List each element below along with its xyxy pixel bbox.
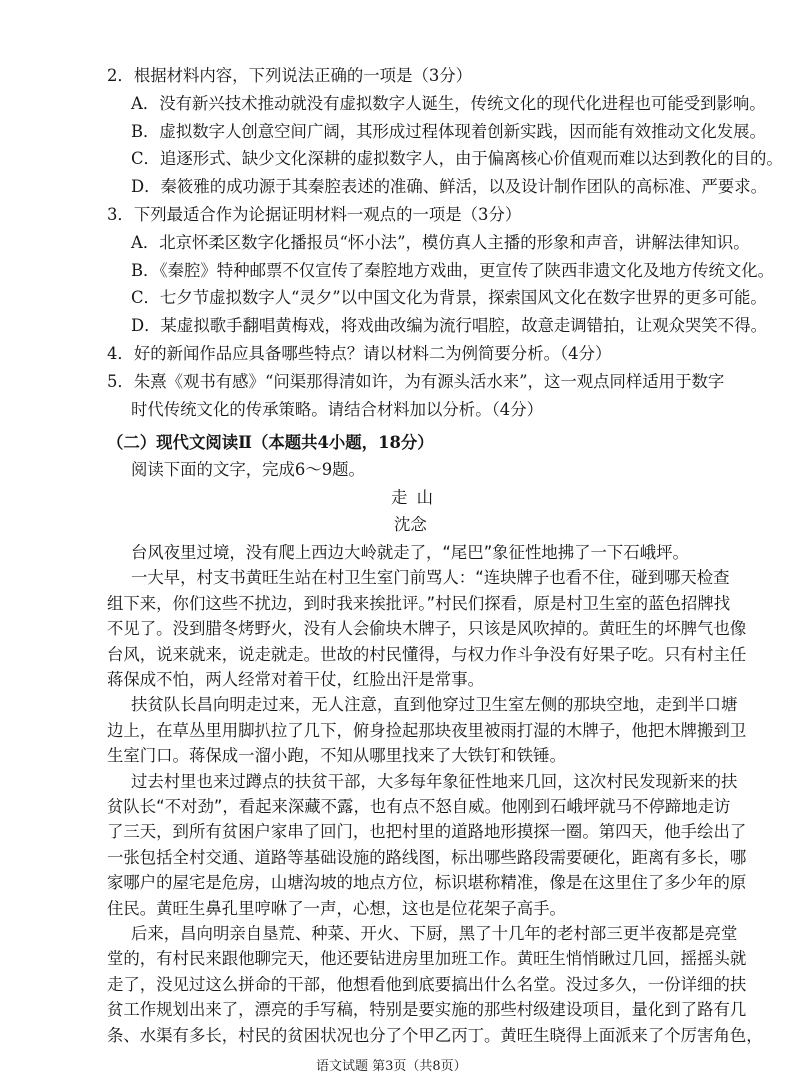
article-line: 一大早，村支书黄旺生站在村卫生室门前骂人：“连块牌子也看不住，碰到哪天检查 [131,568,730,587]
question-3-stem: 3．下列最适合作为论据证明材料一观点的一项是（3分） [107,205,522,224]
article-line: 边上，在草丛里用脚扒拉了几下，俯身捡起那块夜里被雨打湿的木牌子，他把木牌搬到卫 [107,721,747,740]
question-3-option-d: D．某虚拟歌手翻唱黄梅戏，将戏曲改编为流行唱腔，故意走调错拍，让观众哭笑不得。 [131,316,767,335]
section-heading: （二）现代文阅读Ⅱ（本题共4小题，18分） [107,433,434,452]
article-line: 贫工作规划出来了，漂亮的手写稿，特别是要实施的那些村级建设项目，量化到了路有几 [107,1000,747,1019]
page-footer: 语文试题 第3页（共8页） [316,1059,467,1074]
question-5-line-2: 时代传统文化的传承策略。请结合材料加以分析。（4分） [131,400,543,419]
article-line: 生室门口。蒋保成一溜小跑，不知从哪里找来了大铁钉和铁锤。 [107,746,566,765]
article-line: 条、水渠有多长，村民的贫困状况也分了个甲乙丙丁。黄旺生晓得上面派来了个厉害角色， [107,1026,763,1045]
article-title: 走 山 [391,488,435,507]
article-line: 贫队长“不对劲”，看起来深藏不露，也有点不怒自威。他刚到石峨坪就马不停蹄地走访 [107,797,731,816]
question-2-option-a: A．没有新兴技术推动就没有虚拟数字人诞生，传统文化的现代化进程也可能受到影响。 [131,94,766,113]
article-line: 住民。黄旺生鼻孔里哼咻了一声，心想，这也是位花架子高手。 [107,899,566,918]
article-line: 蒋保成不怕，两人经常对着干仗，红脸出汗是常事。 [107,670,484,689]
article-author: 沈念 [394,515,427,534]
question-3-option-b: B．《秦腔》特种邮票不仅宣传了秦腔地方戏曲，更宣传了陕西非遗文化及地方传统文化。 [131,261,775,280]
section-instruction: 阅读下面的文字，完成6～9题。 [131,460,365,479]
article-line: 堂的，有村民来跟他聊完天，他还要钻进房里加班工作。黄旺生悄悄瞅过几回，摇摇头就 [107,949,747,968]
article-line: 台风夜里过境，没有爬上西边大岭就走了，“尾巴”象征性地拂了一下石峨坪。 [131,543,689,562]
article-line: 过去村里也来过蹲点的扶贫干部，大多每年象征性地来几回，这次村民发现新来的扶 [131,772,738,791]
article-line: 扶贫队长昌向明走过来，无人注意，直到他穿过卫生室左侧的那块空地，走到半口塘 [131,695,738,714]
article-line: 不见了。没到腊冬烤野火，没有人会偷块木牌子，只该是风吹掉的。黄旺生的坏脾气也像 [107,619,747,638]
article-line: 了三天，到所有贫困户家串了回门，也把村里的道路地形摸探一圈。第四天，他手绘出了 [107,822,747,841]
question-2-option-d: D．秦筱雅的成功源于其秦腔表述的准确、鲜活，以及设计制作团队的高标准、严要求。 [131,177,767,196]
question-5-line-1: 5．朱熹《观书有感》“问渠那得清如许，为有源头活水来”，这一观点同样适用于数字 [107,372,725,391]
article-line: 家哪户的屋宅是危房，山塘沟坡的地点方位，标识堪称精准，像是在这里住了多少年的原 [107,873,747,892]
question-4: 4．好的新闻作品应具备哪些特点？请以材料二为例简要分析。（4分） [107,344,612,363]
question-3-option-c: C．七夕节虚拟数字人“灵夕”以中国文化为背景，探索国风文化在数字世界的更多可能。 [131,288,767,307]
article-line: 台风，说来就来，说走就走。世故的村民懂得，与权力作斗争没有好果子吃。只有村主任 [107,645,747,664]
question-2-option-c: C．追逐形式、缺少文化深耕的虚拟数字人，由于偏离核心价值观而难以达到教化的目的。 [131,149,783,168]
article-line: 后来，昌向明亲自垦荒、种菜、开火、下厨，黑了十几年的老村部三更半夜都是亮堂 [131,924,738,943]
question-2-option-b: B．虚拟数字人创意空间广阔，其形成过程体现着创新实践，因而能有效推动文化发展。 [131,122,766,141]
article-line: 一张包括全村交通、道路等基础设施的路线图，标出哪些路段需要硬化，距离有多长，哪 [107,848,747,867]
article-line: 走了，没见过这么拼命的干部，他想看他到底要搞出什么名堂。没过多久，一份详细的扶 [107,975,747,994]
question-2-stem: 2．根据材料内容，下列说法正确的一项是（3分） [107,66,473,85]
article-line: 组下来，你们这些不扰边，到时我来挨批评。”村民们探看，原是村卫生室的蓝色招牌找 [107,594,731,613]
question-3-option-a: A．北京怀柔区数字化播报员“怀小法”，模仿真人主播的形象和声音，讲解法律知识。 [131,233,750,252]
